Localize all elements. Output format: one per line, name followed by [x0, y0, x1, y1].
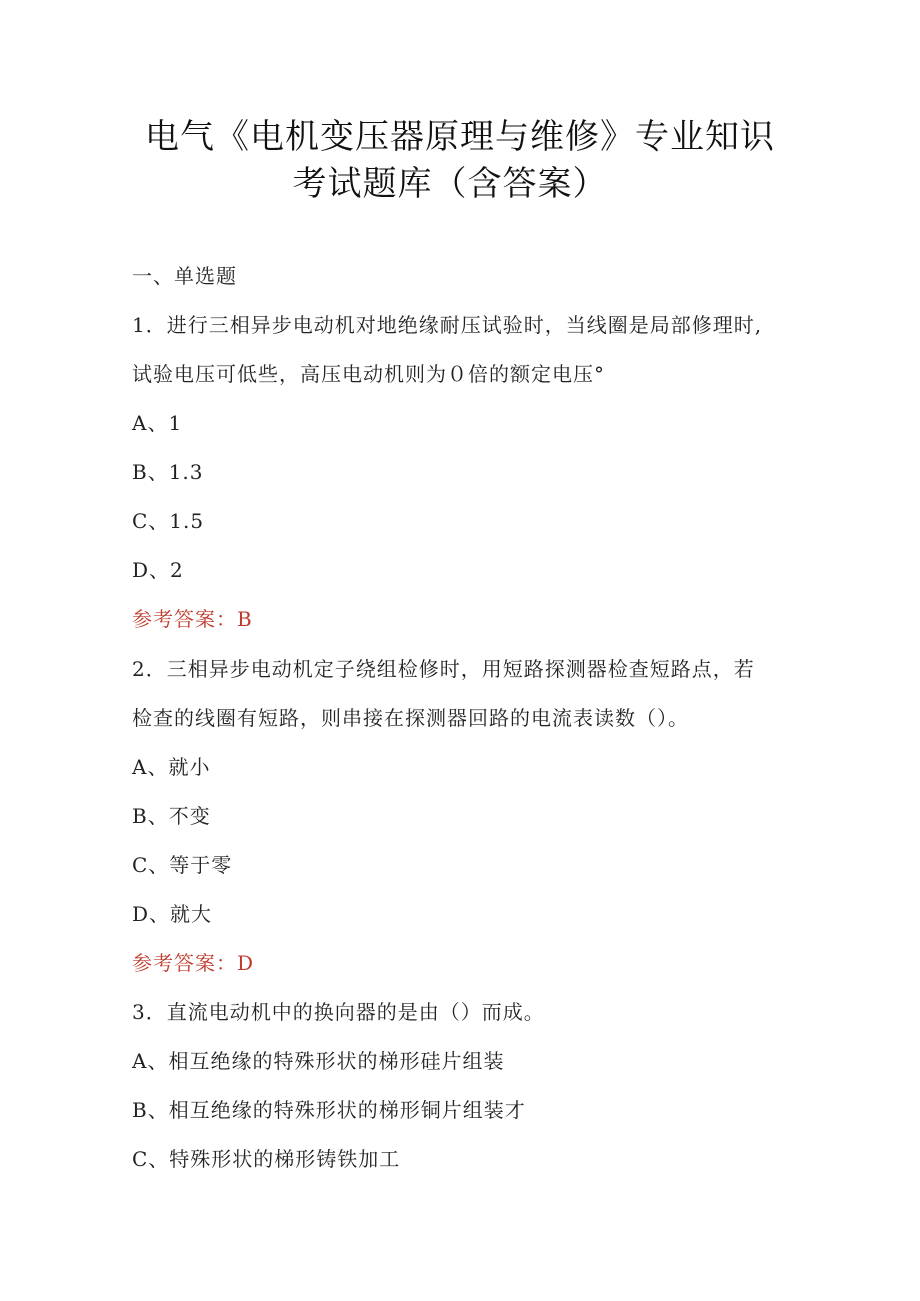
question-2-option-b: B、不变: [132, 804, 211, 828]
question-1-option-b: B、1.3: [132, 460, 204, 484]
question-3-option-b: B、相互绝缘的特殊形状的梯形铜片组装才: [132, 1098, 526, 1122]
question-2-stem-line-2: 检查的线圈有短路，则串接在探测器回路的电流表读数（）。: [132, 706, 689, 730]
section-heading: 一、单选题: [132, 264, 237, 288]
question-1-option-a: A、1: [132, 411, 183, 435]
question-3-option-a: A、相互绝缘的特殊形状的梯形硅片组装: [132, 1049, 505, 1073]
question-1-option-c: C、1.5: [132, 509, 205, 533]
question-1-stem-line-1: 1．进行三相异步电动机对地绝缘耐压试验时，当线圈是局部修理时,: [132, 313, 763, 337]
question-2-stem-line-1: 2．三相异步电动机定子绕组检修时，用短路探测器检查短路点，若: [132, 657, 755, 681]
question-1-stem-line-2: 试验电压可低些，高压电动机则为０倍的额定电压°: [132, 362, 605, 386]
question-2-option-a: A、就小: [132, 755, 211, 779]
question-2-option-d: D、就大: [132, 902, 213, 926]
document-title-line-2: 考试题库（含答案）: [292, 164, 608, 204]
question-1-option-d: D、2: [132, 558, 184, 582]
question-3-stem-line-1: 3．直流电动机中的换向器的是由（）而成。: [132, 1000, 545, 1024]
question-3-option-c: C、特殊形状的梯形铸铁加工: [132, 1147, 401, 1171]
question-2-option-c: C、等于零: [132, 853, 233, 877]
document-title-line-1: 电气《电机变压器原理与维修》专业知识: [145, 117, 775, 157]
question-1-answer: 参考答案：B: [132, 607, 253, 631]
question-2-answer: 参考答案：D: [132, 951, 255, 975]
